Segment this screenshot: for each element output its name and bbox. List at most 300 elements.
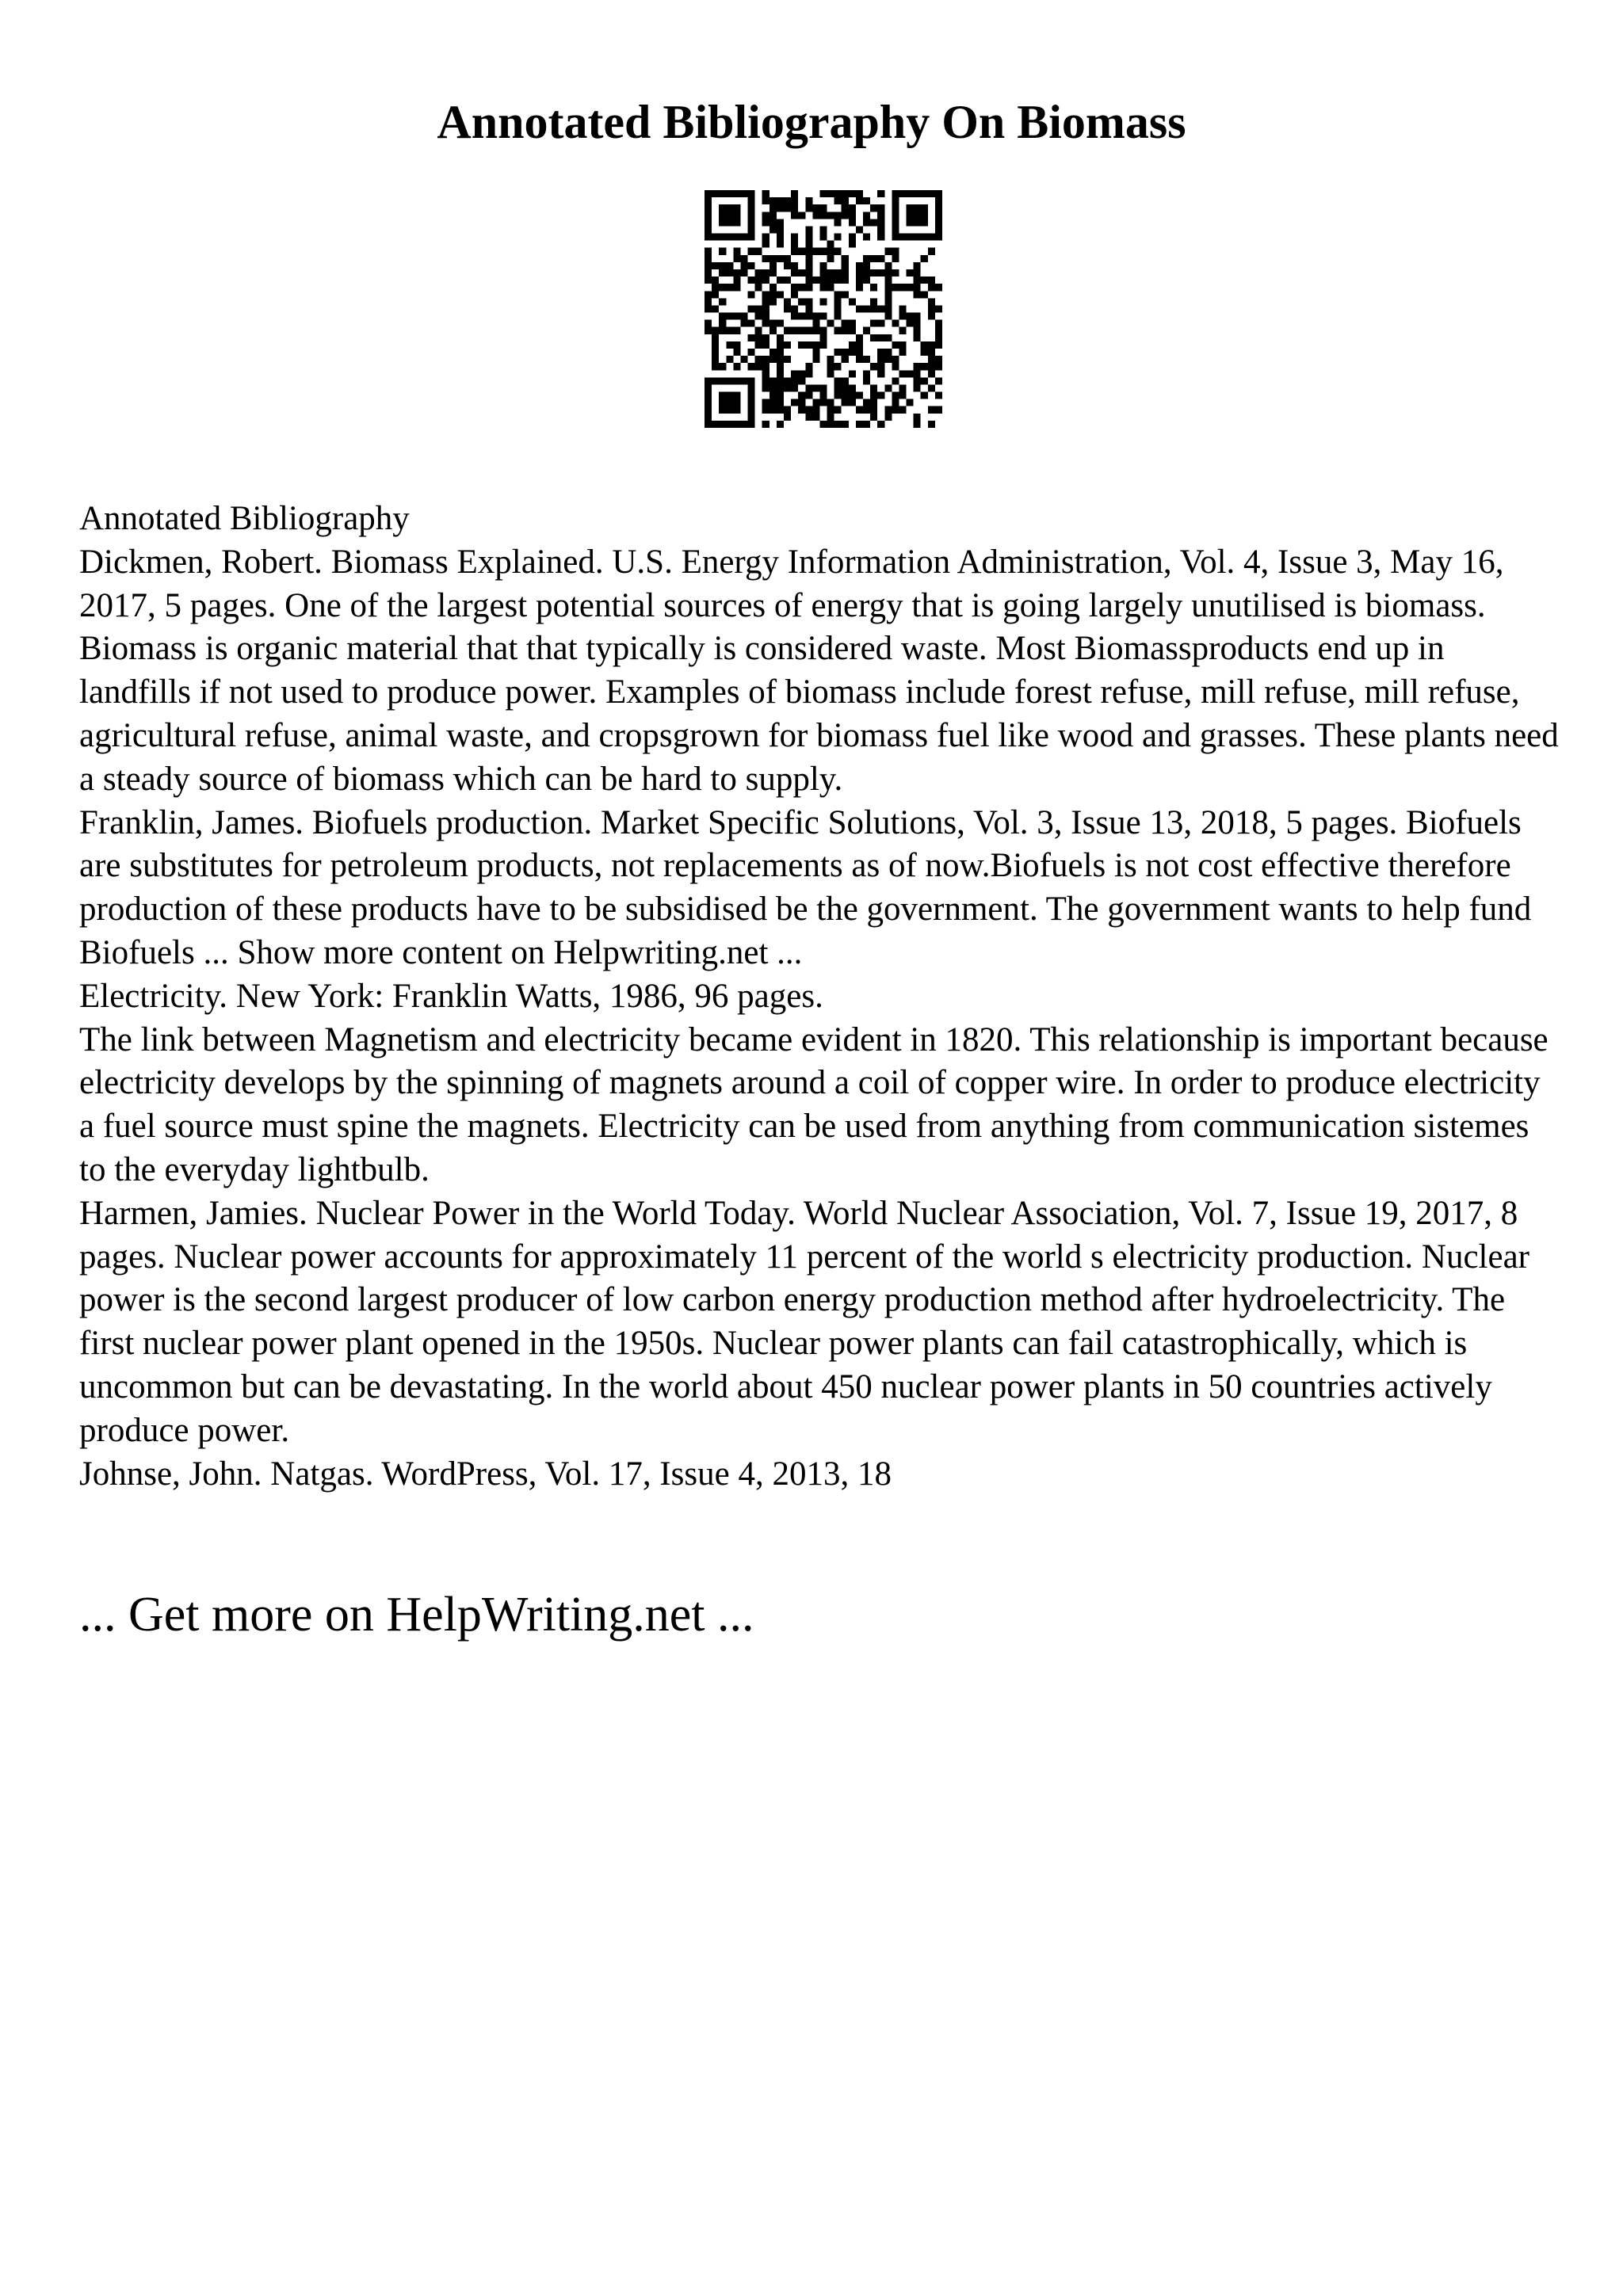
qr-module [712,349,719,356]
qr-module [935,356,942,363]
qr-module [877,392,884,399]
qr-module [726,234,733,241]
qr-module [762,305,769,312]
qr-module [914,334,921,341]
qr-module [863,219,870,226]
qr-module [733,341,740,349]
qr-module [884,284,892,291]
qr-module [791,384,798,391]
qr-module [827,356,834,363]
qr-module [834,269,842,277]
qr-module [740,421,747,428]
qr-module [819,269,827,277]
qr-module [935,305,942,312]
qr-module [733,377,740,384]
qr-module [842,399,849,406]
qr-module [762,212,769,219]
qr-module [877,334,884,341]
qr-module [827,284,834,291]
qr-module [769,320,777,327]
qr-module [791,399,798,406]
qr-module [784,406,791,414]
qr-module [805,262,812,269]
qr-module [784,356,791,363]
qr-module [819,384,827,391]
qr-module [719,327,726,334]
qr-module [907,320,914,327]
qr-module [726,284,733,291]
qr-module [914,269,921,277]
qr-module [748,349,755,356]
qr-module [719,204,726,212]
qr-module [921,277,928,284]
qr-module [877,320,884,327]
qr-module [748,212,755,219]
qr-module [805,269,812,277]
qr-module [899,190,906,197]
qr-module [899,305,906,312]
qr-module [884,248,892,255]
qr-module [884,305,892,312]
qr-module [899,341,906,349]
qr-module [777,334,784,341]
qr-module [769,284,777,291]
qr-module [907,269,914,277]
qr-module [755,334,762,341]
qr-module [834,190,842,197]
qr-module [812,384,819,391]
qr-module [798,370,805,377]
qr-module [907,190,914,197]
qr-module [849,327,856,334]
qr-module [870,219,877,226]
qr-module [877,190,884,197]
qr-module [884,406,892,414]
qr-module [777,341,784,349]
qr-module [791,190,798,197]
qr-module [870,255,877,262]
qr-module [935,284,942,291]
qr-module [884,277,892,284]
qr-module [784,204,791,212]
qr-module [733,392,740,399]
qr-module [805,363,812,370]
qr-module [755,363,762,370]
qr-module [914,313,921,320]
qr-module [705,262,712,269]
qr-module [842,204,849,212]
qr-module [705,298,712,305]
qr-module [827,255,834,262]
qr-module [863,255,870,262]
qr-module [726,421,733,428]
qr-module [914,320,921,327]
qr-module [777,255,784,262]
qr-module [834,392,842,399]
qr-module [755,284,762,291]
qr-module [705,320,712,327]
qr-module [733,277,740,284]
qr-module [849,370,856,377]
qr-module [712,363,719,370]
qr-module [884,313,892,320]
qr-module [863,421,870,428]
qr-module [899,234,906,241]
qr-module [733,234,740,241]
qr-module [935,190,942,197]
qr-module [719,313,726,320]
entry-magnetism-annotation: The link between Magnetism and electricity became evident in 1820. This relationship is important because electricity develops by the spinning of magnets around a coil of copper wire. In order to produce electricity a fuel source must spine the magnets. Electricity can be used from anything from communication sistemes to the everyday lightbulb. [79,1020,1549,1188]
qr-module [827,406,834,414]
qr-module [856,226,863,233]
qr-module [798,377,805,384]
entry-johnse: Johnse, John. Natgas. WordPress, Vol. 17, Issue 4, 2013, 18 [79,1455,892,1493]
entry-franklin: Franklin, James. Biofuels production. Market Specific Solutions, Vol. 3, Issue 13, 2018, 5 pages. Biofuels are substitutes for petroleum products, not replacements as of now.Biofuels is not cost effective therefore production of these products have to be subsidised be the government. The government wants to help fund Biofuels ... Show more content on Helpwriting.net ... [79,803,1532,971]
qr-module [892,399,899,406]
qr-module [762,363,769,370]
qr-module [877,255,884,262]
qr-module [870,204,877,212]
qr-module [791,327,798,334]
qr-module [712,334,719,341]
qr-module [726,219,733,226]
qr-module [762,197,769,204]
qr-module [842,356,849,363]
qr-module [884,349,892,356]
qr-module [863,197,870,204]
qr-module [834,406,842,414]
qr-module [907,313,914,320]
qr-module [762,406,769,414]
qr-module [705,248,712,255]
qr-module [791,305,798,312]
qr-module [849,349,856,356]
qr-module [791,313,798,320]
qr-module [856,341,863,349]
qr-module [705,212,712,219]
qr-module [755,305,762,312]
qr-module [798,284,805,291]
qr-module [805,313,812,320]
qr-module [726,327,733,334]
qr-module [769,226,777,233]
qr-module [812,204,819,212]
qr-module [812,313,819,320]
qr-module [892,248,899,255]
qr-module [921,392,928,399]
qr-module [733,406,740,414]
qr-module [842,277,849,284]
qr-module [705,291,712,298]
qr-module [769,377,777,384]
qr-module [784,197,791,204]
qr-module [812,248,819,255]
qr-module [805,298,812,305]
qr-module [748,399,755,406]
qr-module [914,277,921,284]
qr-module [769,255,777,262]
qr-module [726,204,733,212]
qr-module [870,320,877,327]
qr-module [921,291,928,298]
qr-module [842,377,849,384]
qr-module [827,363,834,370]
qr-module [791,262,798,269]
qr-module [777,197,784,204]
qr-module [849,298,856,305]
qr-module [914,204,921,212]
qr-module [748,384,755,391]
qr-module [705,377,712,384]
qr-module [762,291,769,298]
qr-module [856,197,863,204]
qr-module [798,313,805,320]
qr-module [777,377,784,384]
qr-module [755,269,762,277]
qr-module [762,313,769,320]
qr-module [762,421,769,428]
qr-module [834,384,842,391]
qr-module [884,291,892,298]
qr-module [705,414,712,421]
qr-module [712,277,719,284]
qr-module [719,392,726,399]
qr-module [928,277,935,284]
qr-module [712,377,719,384]
qr-module [842,190,849,197]
qr-module [892,197,899,204]
qr-module [748,204,755,212]
qr-module [712,190,719,197]
qr-module [748,234,755,241]
qr-module [791,370,798,377]
qr-module [899,349,906,356]
qr-module [726,392,733,399]
qr-module [726,313,733,320]
qr-module [819,313,827,320]
qr-module [877,212,884,219]
qr-module [935,234,942,241]
qr-module [834,298,842,305]
qr-module [748,406,755,414]
qr-module [914,414,921,421]
qr-module [762,356,769,363]
qr-module [877,234,884,241]
qr-module [791,377,798,384]
qr-module [899,406,906,414]
qr-module [784,384,791,391]
qr-module [842,197,849,204]
qr-module [914,291,921,298]
qr-module [856,406,863,414]
qr-module [762,269,769,277]
qr-module [819,392,827,399]
qr-module [705,277,712,284]
qr-module [827,269,834,277]
qr-module [914,370,921,377]
qr-module [755,248,762,255]
qr-module [849,234,856,241]
qr-module [733,327,740,334]
qr-module [892,212,899,219]
qr-module [748,277,755,284]
qr-module [935,363,942,370]
qr-module [705,269,712,277]
qr-module [863,262,870,269]
qr-module [733,204,740,212]
qr-module [884,334,892,341]
qr-module [892,226,899,233]
qr-module [863,399,870,406]
qr-module [733,363,740,370]
qr-module [856,356,863,363]
qr-module [819,248,827,255]
qr-module [892,219,899,226]
qr-module [935,204,942,212]
qr-module [784,341,791,349]
qr-module [719,190,726,197]
qr-module [935,406,942,414]
qr-module [819,334,827,341]
qr-module [719,262,726,269]
qr-module [755,313,762,320]
entry-harmen: Harmen, Jamies. Nuclear Power in the World Today. World Nuclear Association, Vol. 7, Issue 19, 2017, 8 pages. Nuclear power accounts for approximately 11 percent of the world s electricity production. Nuclear power is the second largest producer of low carbon energy production method after hydroelectricity. The first nuclear power plant opened in the 1950s. Nuclear power plants can fail catastrophically, which is uncommon but can be devastating. In the world about 450 nuclear power plants in 50 countries actively produce power. [79,1194,1529,1449]
qr-module [921,363,928,370]
qr-module [856,269,863,277]
qr-module [935,320,942,327]
qr-module [705,204,712,212]
qr-module [842,320,849,327]
qr-module [863,234,870,241]
entry-dickmen: Dickmen, Robert. Biomass Explained. U.S. Energy Information Administration, Vol. 4, Issue 3, May 16, 2017, 5 pages. One of the largest potential sources of energy that is going largely unutilised is biomass. Biomass is organic material that that typically is considered waste. Most Biomassproducts end up in landfills if not used to produce power. Examples of biomass include forest refuse, mill refuse, mill refuse, agricultural refuse, animal waste, and cropsgrown for biomass fuel like wood and grasses. These plants need a steady source of biomass which can be hard to supply. [79,543,1559,798]
qr-module [842,327,849,334]
qr-module [726,262,733,269]
qr-module [892,406,899,414]
qr-module [755,341,762,349]
qr-module [928,421,935,428]
qr-module [842,384,849,391]
qr-module [777,234,784,241]
qr-module [834,349,842,356]
qr-module [856,305,863,312]
get-more-link[interactable]: ... Get more on HelpWriting.net ... [79,1588,754,1642]
qr-module [712,291,719,298]
qr-module [819,327,827,334]
qr-module [842,349,849,356]
qr-module [805,284,812,291]
qr-module [827,370,834,377]
qr-module [719,399,726,406]
qr-module [733,349,740,356]
qr-module [777,370,784,377]
qr-module [899,327,906,334]
qr-module [870,392,877,399]
qr-module [877,363,884,370]
qr-module [827,190,834,197]
qr-module [769,406,777,414]
qr-module [928,406,935,414]
qr-module [762,255,769,262]
qr-module [812,414,819,421]
qr-module [769,219,777,226]
qr-module [762,384,769,391]
qr-module [777,421,784,428]
bibliography-heading: Annotated Bibliography [79,500,410,537]
qr-module [834,234,842,241]
qr-module [812,277,819,284]
qr-module [928,234,935,241]
qr-module [733,421,740,428]
qr-module [733,212,740,219]
qr-module [798,298,805,305]
qr-module [712,234,719,241]
qr-module [705,255,712,262]
qr-module [748,392,755,399]
qr-module [748,334,755,341]
qr-module [870,399,877,406]
qr-module [819,341,827,349]
qr-module [733,190,740,197]
qr-module [812,356,819,363]
qr-module [791,197,798,204]
qr-module [827,241,834,248]
qr-module [899,392,906,399]
qr-module [762,277,769,284]
qr-module [769,327,777,334]
qr-module [921,204,928,212]
qr-module [719,212,726,219]
qr-module [762,370,769,377]
qr-module [921,234,928,241]
qr-module [762,334,769,341]
qr-module [719,269,726,277]
qr-module [812,399,819,406]
qr-module [892,392,899,399]
qr-module [805,341,812,349]
qr-module [877,226,884,233]
qr-module [842,392,849,399]
qr-module [762,190,769,197]
qr-module [863,356,870,363]
qr-module [798,392,805,399]
qr-module [777,363,784,370]
qr-module [863,327,870,334]
qr-module [928,384,935,391]
qr-module [884,414,892,421]
qr-module [748,248,755,255]
qr-module [884,356,892,363]
qr-module [842,212,849,219]
qr-module [914,212,921,219]
qr-module [726,190,733,197]
qr-module [740,255,747,262]
qr-module [805,255,812,262]
qr-module [819,298,827,305]
qr-module [784,255,791,262]
qr-module [740,190,747,197]
qr-module [849,204,856,212]
qr-module [892,255,899,262]
qr-module [791,204,798,212]
qr-module [870,406,877,414]
qr-module [914,384,921,391]
qr-module [805,406,812,414]
qr-module [935,219,942,226]
qr-module [769,356,777,363]
qr-module [762,341,769,349]
qr-module [914,190,921,197]
qr-module [907,284,914,291]
